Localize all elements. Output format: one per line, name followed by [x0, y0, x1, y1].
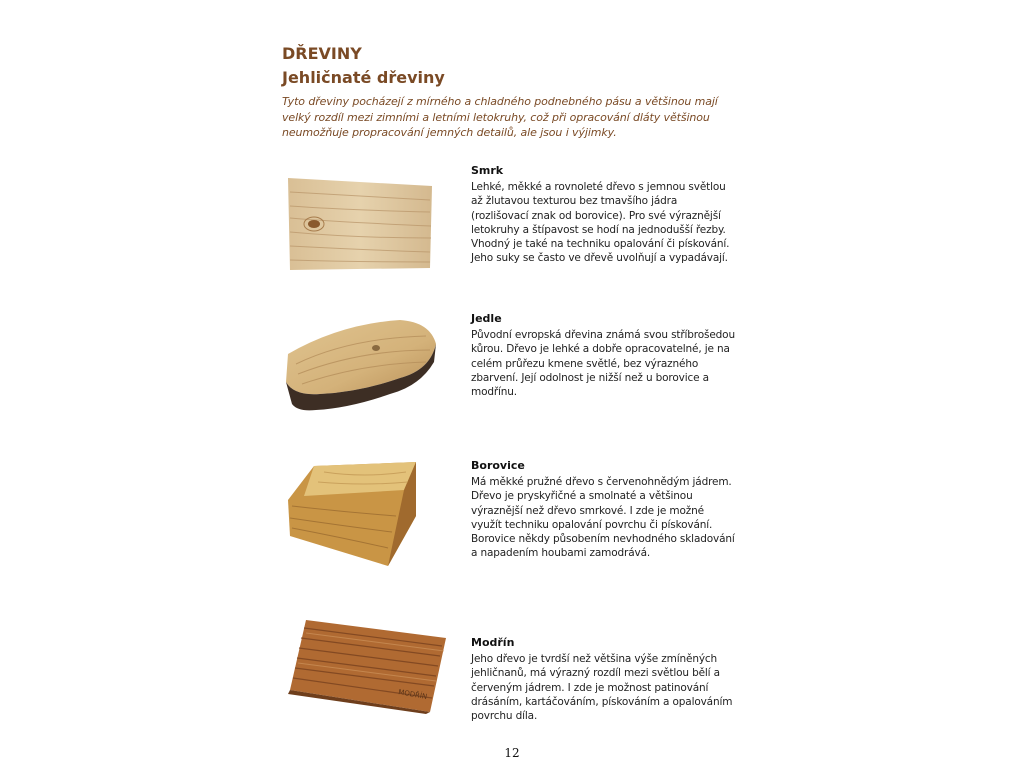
wood-entry-jedle — [471, 312, 736, 399]
fir-wood-image — [280, 314, 440, 414]
wood-name: Modřín — [471, 636, 515, 649]
larch-stamp: MODŘÍN — [397, 688, 428, 702]
section-subtitle: Jehličnaté dřeviny — [282, 68, 445, 87]
larch-wood-image — [286, 614, 448, 714]
wood-name: Smrk — [471, 164, 504, 177]
pine-wood-image — [284, 460, 420, 570]
wood-entry-modrin — [471, 636, 736, 723]
wood-description: Původní evropská dřevina známá svou stříbrošedou kůrou. Dřevo je lehké a dobře opracovatelné, je na celém průřezu kmene světlé, bez výrazného zbarvení. Její odolnost je nižší než u borovice a modřínu. — [471, 329, 735, 399]
page-number: 12 — [504, 746, 520, 760]
intro-paragraph: Tyto dřeviny pocházejí z mírného a chladného podnebného pásu a většinou mají velký rozdíl mezi zimními a letními letokruhy, což při opracování dláty většinou neumožňuje propracování jemných detailů, ale jsou i výjimky. — [282, 95, 718, 139]
wood-description: Má měkké pružné dřevo s červenohnědým jádrem. Dřevo je pryskyřičné a smolnaté a většinou výraznější než dřevo smrkové. I zde je možné využít techniku opalování povrchu či pískování. Borovice někdy působením nevhodného skladování a napadením houbami zamodrává. — [471, 476, 735, 560]
spruce-wood-image — [286, 172, 436, 272]
wood-entry-borovice — [471, 459, 736, 561]
wood-description: Lehké, měkké a rovnoleté dřevo s jemnou světlou až žlutavou texturou bez tmavšího jádra (rozlišovací znak od borovice). Pro své výraznější letokruhy a štípavost se hodí na jednodušší řezby. Vhodný je také na techniku opalování či pískování. Jeho suky se často ve dřevě uvolňují a vypadávají. — [471, 181, 730, 265]
wood-entry-smrk — [471, 164, 736, 266]
wood-name: Borovice — [471, 459, 525, 472]
wood-description: Jeho dřevo je tvrdší než většina výše zmíněných jehličnanů, má výrazný rozdíl mezi světlou bělí a červeným jádrem. I zde je možnost patinování drásáním, kartáčováním, pískováním a opalováním povrchu díla. — [471, 653, 733, 723]
page-title: DŘEVINY — [282, 44, 362, 63]
wood-name: Jedle — [471, 312, 502, 325]
